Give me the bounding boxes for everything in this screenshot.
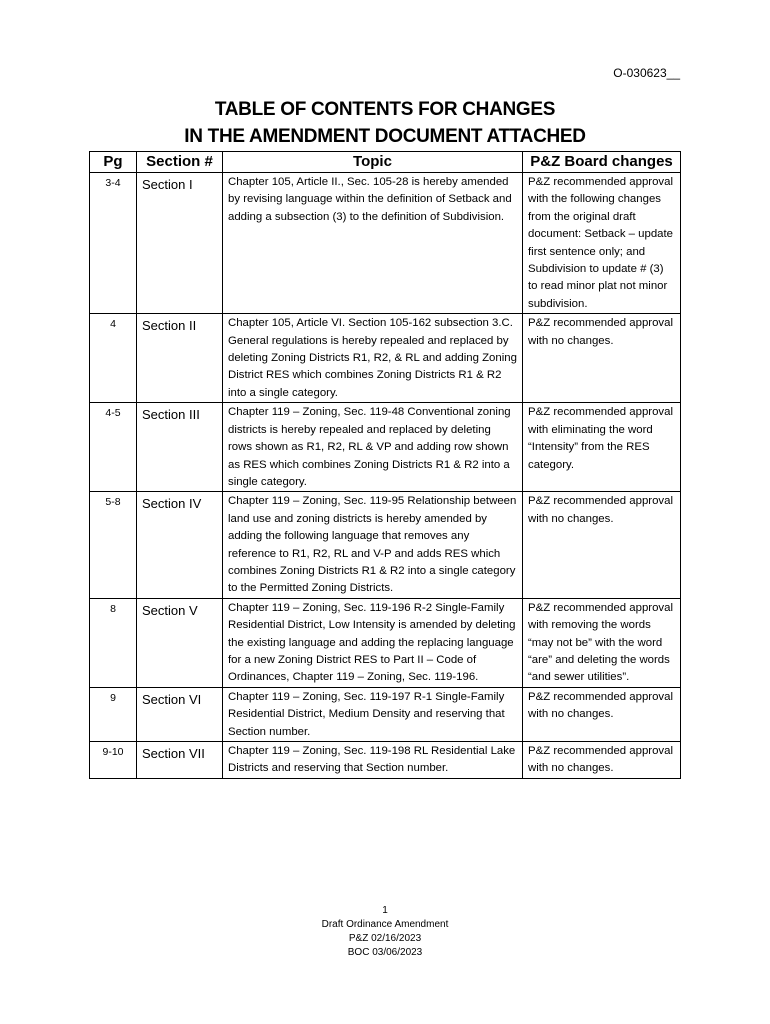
row-section: Section II	[137, 314, 223, 403]
table-row	[90, 687, 681, 741]
row-pg: 8	[90, 598, 137, 687]
table-row	[90, 403, 681, 492]
footer-line-2: P&Z 02/16/2023	[348, 933, 422, 944]
page-footer	[0, 904, 770, 960]
row-topic: Chapter 105, Article VI. Section 105-162 subsection 3.C. General regulations is hereby repealed and replaced by deleting Zoning Districts R1, R2, & RL and adding Zoning District RES which combines Zoning Districts R1 & R2 into a single category.	[223, 314, 523, 403]
footer-line-1: Draft Ordinance Amendment	[321, 919, 449, 930]
row-topic: Chapter 119 – Zoning, Sec. 119-196 R-2 Single-Family Residential District, Low Intensity is amended by deleting the existing language and adding the replacing language for a new Zoning District RES to Part II – Code of Ordinances, Chapter 119 – Zoning, Sec. 119-196.	[223, 598, 523, 687]
row-pg: 4-5	[90, 403, 137, 492]
row-section: Section V	[137, 598, 223, 687]
row-pg: 9-10	[90, 742, 137, 779]
row-topic: Chapter 119 – Zoning, Sec. 119-197 R-1 Single-Family Residential District, Medium Density and reserving that Section number.	[223, 687, 523, 741]
row-pg: 3-4	[90, 173, 137, 314]
row-topic: Chapter 119 – Zoning, Sec. 119-198 RL Residential Lake Districts and reserving that Section number.	[223, 742, 523, 779]
row-section: Section IV	[137, 492, 223, 598]
row-section: Section III	[137, 403, 223, 492]
table-header-row	[90, 152, 681, 173]
row-section: Section I	[137, 173, 223, 314]
row-board-changes: P&Z recommended approval with eliminating the word “Intensity” from the RES category.	[523, 403, 681, 492]
table-row	[90, 173, 681, 314]
row-board-changes: P&Z recommended approval with no changes.	[523, 687, 681, 741]
row-board-changes: P&Z recommended approval with no changes.	[523, 492, 681, 598]
table-row	[90, 492, 681, 598]
row-pg: 9	[90, 687, 137, 741]
page-title	[0, 96, 770, 150]
row-topic: Chapter 119 – Zoning, Sec. 119-95 Relationship between land use and zoning districts is hereby amended by adding the following language that removes any reference to R1, R2, RL and V-P and adds RES which combines Zoning Districts R1 & R2 into a single category to the Permitted Zoning Districts.	[223, 492, 523, 598]
table-row	[90, 742, 681, 779]
page-number: 1	[382, 905, 388, 916]
table-row	[90, 314, 681, 403]
row-board-changes: P&Z recommended approval with the following changes from the original draft document: Setback – update first sentence only; and Subdivision to update # (3) to read minor plat not minor subdivision.	[523, 173, 681, 314]
header-section: Section #	[137, 152, 223, 173]
footer-line-3: BOC 03/06/2023	[347, 947, 423, 958]
document-id: O-030623__	[613, 66, 680, 80]
row-pg: 5-8	[90, 492, 137, 598]
row-topic: Chapter 119 – Zoning, Sec. 119-48 Conventional zoning districts is hereby repealed and replaced by deleting rows shown as R1, R2, RL & VP and adding row shown as RES which combines Zoning Districts R1 & R2 into a single category.	[223, 403, 523, 492]
row-board-changes: P&Z recommended approval with no changes.	[523, 742, 681, 779]
row-section: Section VII	[137, 742, 223, 779]
table-of-contents	[89, 151, 681, 779]
header-board-changes: P&Z Board changes	[523, 152, 681, 173]
table-row	[90, 598, 681, 687]
row-pg: 4	[90, 314, 137, 403]
title-line-2: IN THE AMENDMENT DOCUMENT ATTACHED	[184, 126, 586, 147]
row-board-changes: P&Z recommended approval with no changes.	[523, 314, 681, 403]
header-pg: Pg	[90, 152, 137, 173]
title-line-1: TABLE OF CONTENTS FOR CHANGES	[214, 99, 556, 120]
row-topic: Chapter 105, Article II., Sec. 105-28 is hereby amended by revising language within the definition of Setback and adding a subsection (3) to the definition of Subdivision.	[223, 173, 523, 314]
row-board-changes: P&Z recommended approval with removing the words “may not be” with the word “are” and deleting the words “and sewer utilities”.	[523, 598, 681, 687]
row-section: Section VI	[137, 687, 223, 741]
header-topic: Topic	[223, 152, 523, 173]
